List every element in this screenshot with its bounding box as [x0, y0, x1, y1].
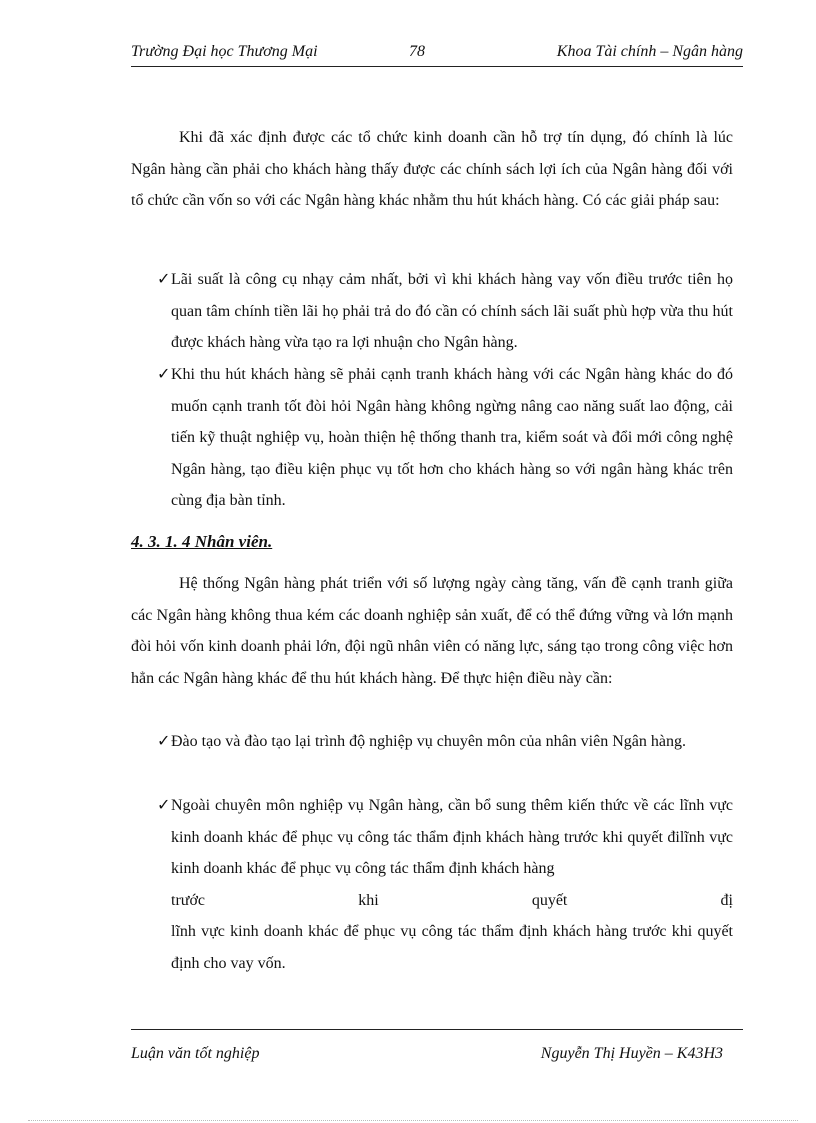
page-bottom-border — [28, 1120, 798, 1121]
bullet-training — [131, 726, 733, 758]
footer-author: Nguyễn Thị Huyền – K43H3 — [540, 1045, 723, 1062]
checkmark-icon: ✓ — [157, 366, 171, 383]
spread-word: đị — [720, 891, 733, 909]
header-faculty: Khoa Tài chính – Ngân hàng — [556, 43, 743, 60]
section-heading: 4. 3. 1. 4 Nhân viên. — [131, 532, 273, 551]
bullet-text-part1: Ngoài chuyên môn nghiệp vụ Ngân hàng, cần bổ sung thêm kiến thức về các lĩnh vực kinh doanh khác để phục vụ công tác thẩm định khách hàng trước khi quyết đilĩnh vực kinh doanh khác để phục vụ công tác thẩm định khách hàng — [171, 797, 733, 877]
page-header — [131, 40, 743, 67]
footer-divider — [131, 1029, 743, 1030]
checkmark-icon: ✓ — [157, 271, 171, 288]
checkmark-icon: ✓ — [157, 733, 171, 750]
checkmark-icon: ✓ — [157, 797, 171, 814]
bullet-interest-rate — [131, 264, 733, 359]
bullet-text: Lãi suất là công cụ nhạy cảm nhất, bởi vì khi khách hàng vay vốn điều trước tiên họ quan tâm chính tiền lãi họ phải trả do đó cần có chính sách lãi suất phù hợp vừa thu hút được khách hàng vừa tạo ra lợi nhuận cho Ngân hàng. — [171, 271, 733, 351]
spread-word: trước — [171, 891, 206, 909]
spread-word: khi — [358, 891, 379, 909]
bullet-competition — [131, 359, 733, 517]
footer-thesis-label: Luận văn tốt nghiệp — [131, 1045, 260, 1062]
header-page-number: 78 — [409, 43, 425, 60]
section-paragraph: Hệ thống Ngân hàng phát triển với số lượng ngày càng tăng, vấn đề cạnh tranh giữa các Ngân hàng không thua kém các doanh nghiệp sản xuất, để có thể đứng vững và lớn mạnh đòi hỏi vốn kinh doanh phải lớn, đội ngũ nhân viên có năng lực, sáng tạo trong công việc hơn hẳn các Ngân hàng khác để thu hút khách hàng. Để thực hiện điều này cần: — [131, 575, 733, 687]
intro-paragraph: Khi đã xác định được các tổ chức kinh doanh cần hỗ trợ tín dụng, đó chính là lúc Ngân hàng cần phải cho khách hàng thấy được các chính sách lợi ích của Ngân hàng đối với tổ chức cần vốn so với các Ngân hàng khác nhằm thu hút khách hàng. Có các giải pháp sau: — [131, 129, 733, 209]
bullet-knowledge — [131, 790, 733, 979]
bullet-text: Đào tạo và đào tạo lại trình độ nghiệp vụ chuyên môn của nhân viên Ngân hàng. — [171, 733, 686, 750]
spread-line — [171, 885, 733, 917]
header-university: Trường Đại học Thương Mại — [131, 43, 318, 60]
spread-word: quyết — [531, 891, 568, 909]
bullet-text-part2: lĩnh vực kinh doanh khác để phục vụ công tác thẩm định khách hàng trước khi quyết định cho vay vốn. — [171, 923, 733, 972]
bullet-text: Khi thu hút khách hàng sẽ phải cạnh tranh khách hàng với các Ngân hàng khác do đó muốn cạnh tranh tốt đòi hỏi Ngân hàng không ngừng nâng cao năng suất lao động, cải tiến kỹ thuật nghiệp vụ, hoàn thiện hệ thống thanh tra, kiểm soát và đổi mới công nghệ Ngân hàng, tạo điều kiện phục vụ tốt hơn cho khách hàng so với ngân hàng khác trên cùng địa bàn tỉnh. — [171, 366, 733, 509]
